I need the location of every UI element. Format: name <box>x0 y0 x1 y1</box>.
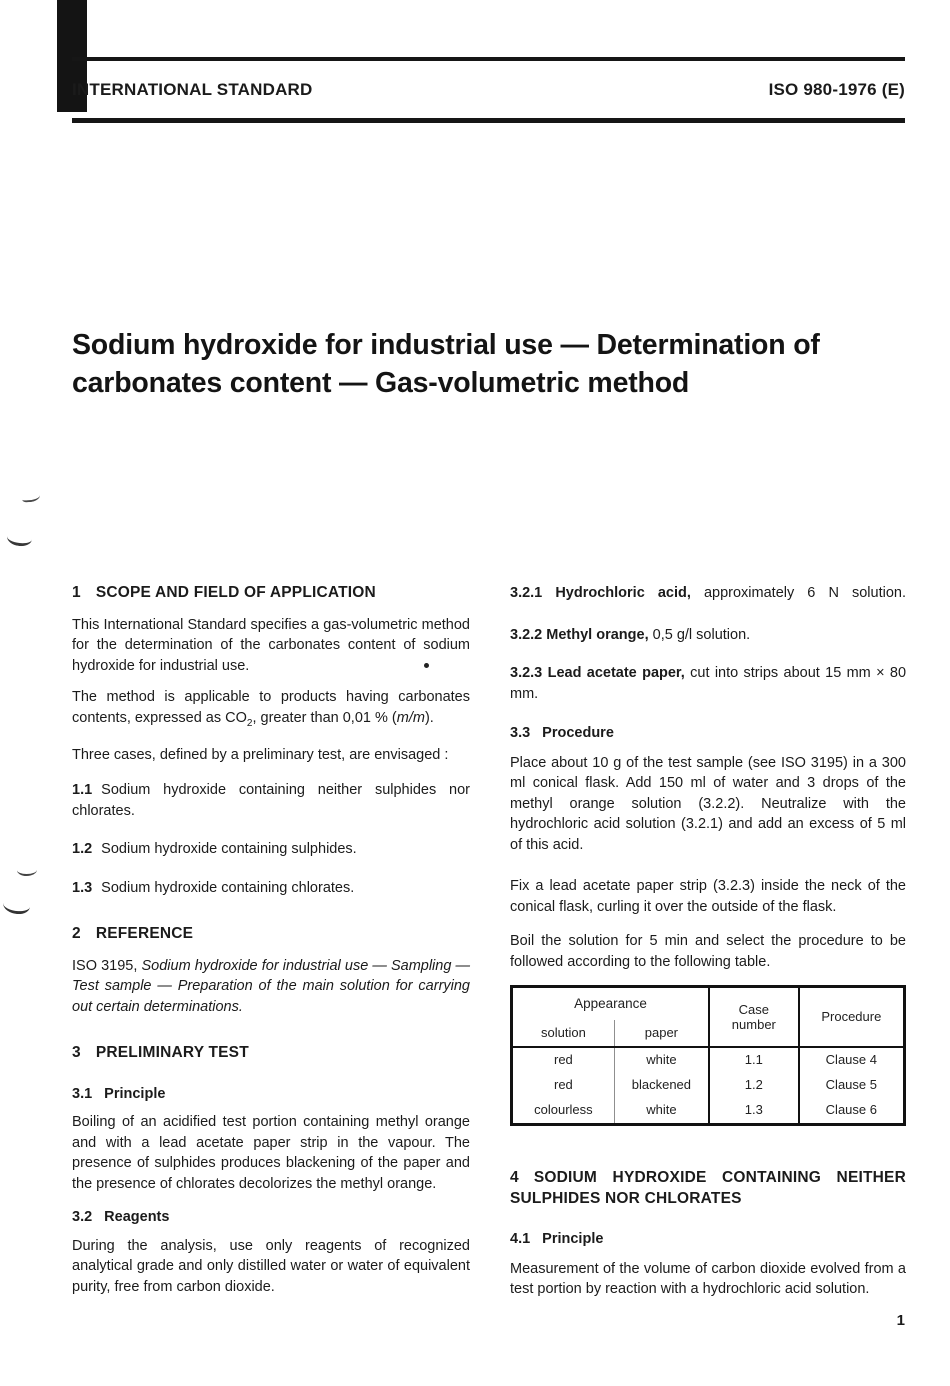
cell-paper: blackened <box>614 1073 709 1098</box>
section-3-heading: 3 PRELIMINARY TEST <box>72 1044 249 1062</box>
cell-case-number: 1.3 <box>709 1098 799 1125</box>
case-1-3: 1.3 Sodium hydroxide containing chlorates. <box>72 879 355 896</box>
reagent-3-2-1: 3.2.1 Hydrochloric acid, approximately 6 N solution. <box>510 585 906 601</box>
section-3-1-heading: 3.1 Principle <box>72 1085 166 1102</box>
procedure-paragraph-1: Place about 10 g of the test sample (see ISO 3195) in a 300 ml conical flask. Add 150 ml of water and 3 drops of the methyl orange solution (3.2.2). Neutralize with the hydrochloric acid solution (3.2.1) and add an excess of 5 ml of this acid. <box>510 754 906 853</box>
section-2-heading: 2 REFERENCE <box>72 925 194 943</box>
cell-solution: colourless <box>534 1102 593 1118</box>
title-line-1: Sodium hydroxide for industrial use — Determination of <box>72 329 820 361</box>
cell-paper: white <box>614 1047 709 1073</box>
reagent-3-2-2: 3.2.2 Methyl orange, 0,5 g/l solution. <box>510 626 751 643</box>
cell-case-number: 1.1 <box>709 1047 799 1073</box>
scan-mark <box>3 895 31 914</box>
header <box>72 80 905 100</box>
header-rule-bottom <box>72 118 905 123</box>
column-header-case-number: Case number <box>709 987 799 1048</box>
section-1-paragraph-3: Three cases, defined by a preliminary test, are envisaged : <box>72 746 449 763</box>
section-3-3-heading: 3.3 Procedure <box>510 725 614 741</box>
section-1-paragraph-1: This International Standard specifies a gas-volumetric method for the determination of the carbonates content of sodium hydroxide for industrial use. <box>72 616 470 674</box>
header-rule-top <box>72 57 905 61</box>
scan-mark <box>22 491 41 503</box>
cell-procedure: Clause 4 <box>825 1052 877 1068</box>
cell-procedure: Clause 6 <box>825 1102 877 1118</box>
section-4-heading: 4 SODIUM HYDROXIDE CONTAINING NEITHER SULPHIDES NOR CHLORATES <box>510 1169 906 1207</box>
section-1-heading: 1 SCOPE AND FIELD OF APPLICATION <box>72 584 376 601</box>
procedure-decision-table <box>510 985 906 1126</box>
section-3-1-paragraph: Boiling of an acidified test portion containing methyl orange and with a lead acetate paper strip in the vapour. The presence of sulphides produces blackening of the paper and the presence of chlorates decolorizes the methyl orange. <box>72 1114 470 1192</box>
table-row <box>512 1073 905 1098</box>
section-3-2-paragraph: During the analysis, use only reagents of recognized analytical grade and only distilled water or water of equivalent purity, free from carbon dioxide. <box>72 1237 470 1295</box>
procedure-paragraph-3: Boil the solution for 5 min and select the procedure to be followed according to the following table. <box>510 933 906 970</box>
case-1-1: 1.1 Sodium hydroxide containing neither sulphides nor chlorates. <box>72 782 470 819</box>
scan-mark <box>6 529 33 548</box>
standard-number: ISO 980-1976 (E) <box>768 80 905 99</box>
table-row <box>512 1098 905 1125</box>
reference-citation: ISO 3195, Sodium hydroxide for industrial use — Sampling — Test sample — Preparation of the main solution for carrying out certain determinations. <box>72 957 471 1015</box>
cell-procedure: Clause 5 <box>825 1077 877 1093</box>
section-4-1-heading: 4.1 Principle <box>510 1231 604 1247</box>
cell-paper: white <box>614 1098 709 1125</box>
page-number: 1 <box>896 1312 905 1329</box>
cell-solution: red <box>553 1052 573 1068</box>
section-3-2-heading: 3.2 Reagents <box>72 1209 170 1226</box>
cell-solution: red <box>553 1077 573 1093</box>
cell-case-number: 1.2 <box>709 1073 799 1098</box>
procedure-paragraph-2: Fix a lead acetate paper strip (3.2.3) inside the neck of the conical flask, curling it over the outside of the flask. <box>510 878 906 915</box>
left-column <box>72 583 470 1297</box>
section-1-paragraph-2: The method is applicable to products having carbonates contents, expressed as $CO_2$, greater than 0,01 % (m/m). <box>72 689 470 729</box>
column-header-solution: solution <box>512 1020 615 1047</box>
section-4-1-paragraph: Measurement of the volume of carbon dioxide evolved from a test portion by reaction with a hydrochloric acid solution. <box>510 1260 906 1297</box>
title-line-2: carbonates content — Gas-volumetric method <box>72 367 690 399</box>
table-row <box>512 1047 905 1073</box>
document-title <box>72 326 902 402</box>
scan-mark <box>17 864 37 876</box>
column-header-paper: paper <box>614 1020 709 1047</box>
standard-type-label: INTERNATIONAL STANDARD <box>72 80 313 99</box>
case-1-2: 1.2 Sodium hydroxide containing sulphides. <box>72 841 357 858</box>
right-column <box>510 583 906 1300</box>
reagent-3-2-3: 3.2.3 Lead acetate paper, cut into strips about 15 mm × 80 mm. <box>510 665 907 702</box>
column-header-procedure: Procedure <box>799 987 905 1048</box>
column-header-appearance: Appearance <box>574 995 647 1011</box>
